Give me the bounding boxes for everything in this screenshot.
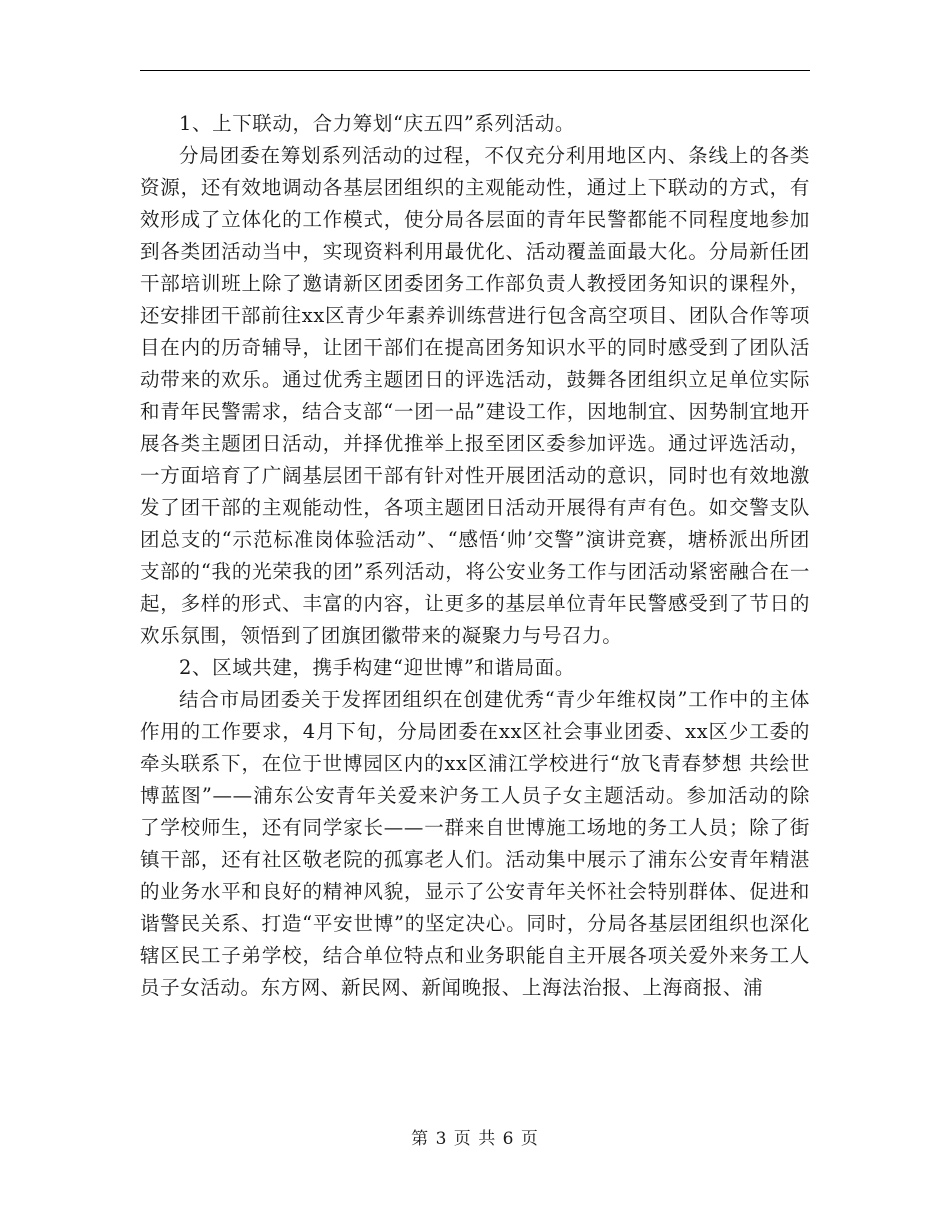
body-paragraph-1: 分局团委在筹划系列活动的过程，不仅充分利用地区内、条线上的各类资源，还有效地调动各基层团组织的主观能动性，通过上下联动的方式，有效形成了立体化的工作模式，使分局各层面的青年民警都能不同程度地参加到各类团活动当中，实现资料利用最优化、活动覆盖面最大化。分局新任团干部培训班上除了邀请新区团委团务工作部负责人教授团务知识的课程外，还安排团干部前往xx区青少年素养训练营进行包含高空项目、团队合作等项目在内的历奇辅导，让团干部们在提高团务知识水平的同时感受到了团队活动带来的欢乐。通过优秀主题团日的评选活动，鼓舞各团组织立足单位实际和青年民警需求，结合支部“一团一品”建设工作，因地制宜、因势制宜地开展各类主题团日活动，并择优推举上报至团区委参加评选。通过评选活动，一方面培育了广阔基层团干部有针对性开展团活动的意识，同时也有效地激发了团干部的主观能动性，各项主题团日活动开展得有声有色。如交警支队团总支的“示范标准岗体验活动”、“感悟‘帅’交警”演讲竞赛，塘桥派出所团支部的“我的光荣我的团”系列活动，将公安业务工作与团活动紧密融合在一起，多样的形式、丰富的内容，让更多的基层单位青年民警感受到了节日的欢乐氛围，领悟到了团旗团徽带来的凝聚力与号召力。 xyxy=(140,144,810,647)
heading-paragraph-2: 2、区域共建，携手构建“迎世博”和谐局面。 xyxy=(179,656,575,679)
body-paragraph-2: 结合市局团委关于发挥团组织在创建优秀“青少年维权岗”工作中的主体作用的工作要求，4月下旬，分局团委在xx区社会事业团委、xx区少工委的牵头联系下，在位于世博园区内的xx区浦江学校进行“放飞青春梦想 共绘世博蓝图”——浦东公安青年关爱来沪务工人员子女主题活动。参加活动的除了学校师生，还有同学家长——一群来自世博施工场地的务工人员；除了街镇干部，还有社区敬老院的孤寡老人们。活动集中展示了浦东公安青年精湛的业务水平和良好的精神风貌，显示了公安青年关怀社会特别群体、促进和谐警民关系、打造“平安世博”的坚定决心。同时，分局各基层团组织也深化辖区民工子弟学校，结合单位特点和业务职能自主开展各项关爱外来务工人员子女活动。东方网、新民网、新闻晚报、上海法治报、上海商报、浦 xyxy=(140,688,810,999)
page-number-footer: 第 3 页 共 6 页 xyxy=(411,1129,539,1149)
heading-paragraph-1: 1、上下联动，合力筹划“庆五四”系列活动。 xyxy=(179,112,575,135)
document-body xyxy=(140,108,810,1004)
header-rule xyxy=(140,70,810,71)
